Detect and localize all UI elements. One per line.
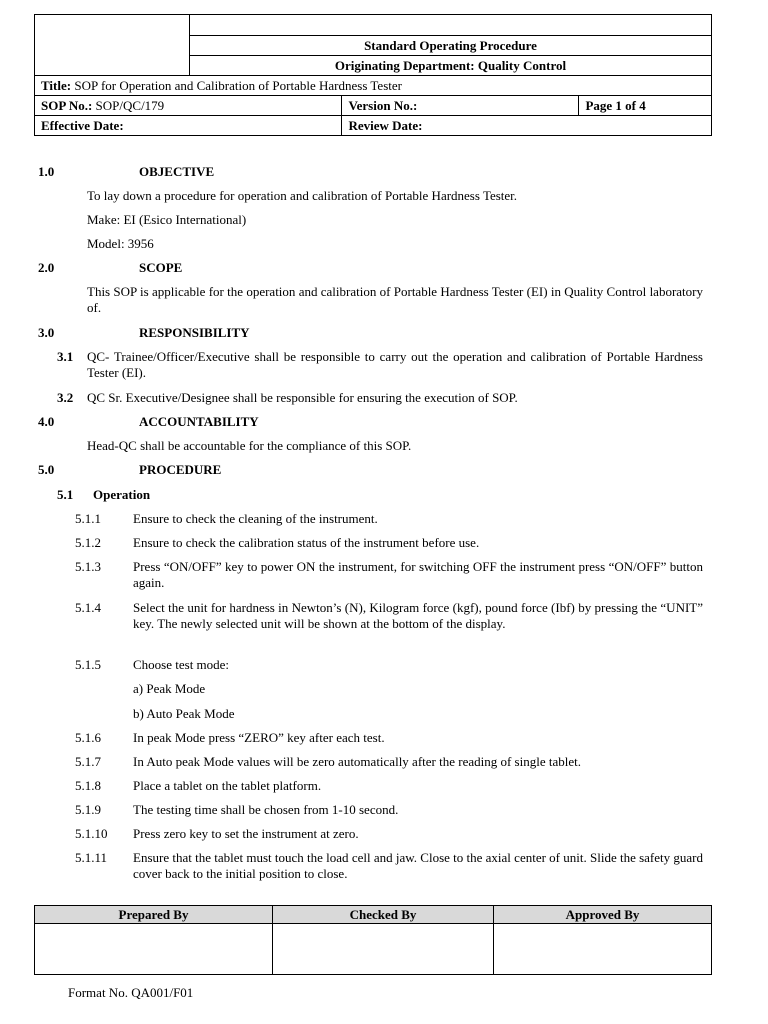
section-1-heading: OBJECTIVE: [139, 164, 215, 179]
subsection-5-1-heading: Operation: [93, 487, 151, 502]
step-text: Press “ON/OFF” key to power ON the instrument, for switching OFF the instrument press “ON/OFF” button again.: [133, 559, 703, 590]
originating-department: Originating Department: Quality Control: [190, 56, 712, 76]
approved-by-signature-cell: [494, 924, 712, 975]
approved-by-header: Approved By: [494, 906, 712, 924]
section-2-heading: SCOPE: [139, 260, 183, 275]
subsection-5-1-number: 5.1: [57, 487, 74, 502]
section-3-number: 3.0: [38, 325, 55, 340]
step-text: Select the unit for hardness in Newton’s (N), Kilogram force (kgf), pound force (Ibf) by pressing the “UNIT” key. The newly selected unit will be shown at the bottom of the display.: [133, 600, 703, 631]
logo-cell: [35, 15, 190, 76]
step-number: 5.1.5: [75, 657, 101, 672]
step-number: 5.1.7: [75, 754, 101, 769]
model-text: Model: 3956: [87, 236, 154, 251]
step-number: 5.1.6: [75, 730, 101, 745]
title-row: [35, 76, 712, 96]
step-number: 5.1.4: [75, 600, 101, 615]
sop-number-cell: [35, 96, 342, 116]
title-value: SOP for Operation and Calibration of Portable Hardness Tester: [74, 77, 402, 93]
responsibility-3-2-text: QC Sr. Executive/Designee shall be responsible for ensuring the execution of SOP.: [87, 390, 518, 405]
step-text: In Auto peak Mode values will be zero automatically after the reading of single tablet.: [133, 754, 581, 769]
step-text: Ensure to check the calibration status of the instrument before use.: [133, 535, 480, 550]
checked-by-header: Checked By: [273, 906, 494, 924]
section-2-number: 2.0: [38, 260, 55, 275]
sop-number-label: SOP No.:: [41, 97, 93, 113]
step-number: 5.1.1: [75, 511, 101, 526]
version-label: Version No.:: [342, 96, 579, 115]
section-5-number: 5.0: [38, 462, 55, 477]
version-page-cell: [342, 96, 712, 116]
section-1-number: 1.0: [38, 164, 55, 179]
test-mode-option: a) Peak Mode: [133, 681, 206, 696]
sop-number-value: SOP/QC/179: [95, 97, 165, 113]
objective-text: To lay down a procedure for operation and calibration of Portable Hardness Tester.: [87, 188, 518, 203]
step-text: In peak Mode press “ZERO” key after each test.: [133, 730, 385, 745]
section-4-heading: ACCOUNTABILITY: [139, 414, 259, 429]
review-date-label: Review Date:: [342, 116, 712, 136]
step-text: Choose test mode:: [133, 657, 230, 672]
step-number: 5.1.3: [75, 559, 101, 574]
test-mode-option: b) Auto Peak Mode: [133, 706, 235, 721]
responsibility-3-2-number: 3.2: [57, 390, 74, 405]
step-number: 5.1.8: [75, 778, 101, 793]
section-5-heading: PROCEDURE: [139, 462, 222, 477]
page-number: Page 1 of 4: [585, 97, 646, 113]
format-number: Format No. QA001/F01: [68, 985, 194, 1000]
sop-header-table: [34, 14, 712, 136]
step-text: The testing time shall be chosen from 1-10 second.: [133, 802, 399, 817]
step-number: 5.1.2: [75, 535, 101, 550]
step-text: Place a tablet on the tablet platform.: [133, 778, 322, 793]
effective-date-label: Effective Date:: [35, 116, 342, 136]
title-label: Title:: [41, 77, 72, 93]
make-text: Make: EI (Esico International): [87, 212, 247, 227]
step-text: Ensure to check the cleaning of the instrument.: [133, 511, 378, 526]
section-3-heading: RESPONSIBILITY: [139, 325, 250, 340]
step-text: Press zero key to set the instrument at zero.: [133, 826, 359, 841]
step-number: 5.1.9: [75, 802, 101, 817]
scope-text: This SOP is applicable for the operation and calibration of Portable Hardness Tester (EI) in Quality Control laboratory of.: [87, 284, 703, 315]
accountability-text: Head-QC shall be accountable for the compliance of this SOP.: [87, 438, 412, 453]
responsibility-3-1-number: 3.1: [57, 349, 74, 364]
step-number: 5.1.11: [75, 850, 108, 865]
responsibility-3-1-text: QC- Trainee/Officer/Executive shall be responsible to carry out the operation and calibration of Portable Hardness Tester (EI).: [87, 349, 703, 380]
checked-by-signature-cell: [273, 924, 494, 975]
doc-type: Standard Operating Procedure: [190, 36, 712, 56]
section-4-number: 4.0: [38, 414, 55, 429]
prepared-by-signature-cell: [35, 924, 273, 975]
signoff-table: [34, 905, 712, 975]
step-number: 5.1.10: [75, 826, 108, 841]
prepared-by-header: Prepared By: [35, 906, 273, 924]
header-blank-cell: [190, 15, 712, 36]
step-text: Ensure that the tablet must touch the load cell and jaw. Close to the axial center of unit. Slide the safety guard cover back to the initial position to close.: [133, 850, 703, 881]
